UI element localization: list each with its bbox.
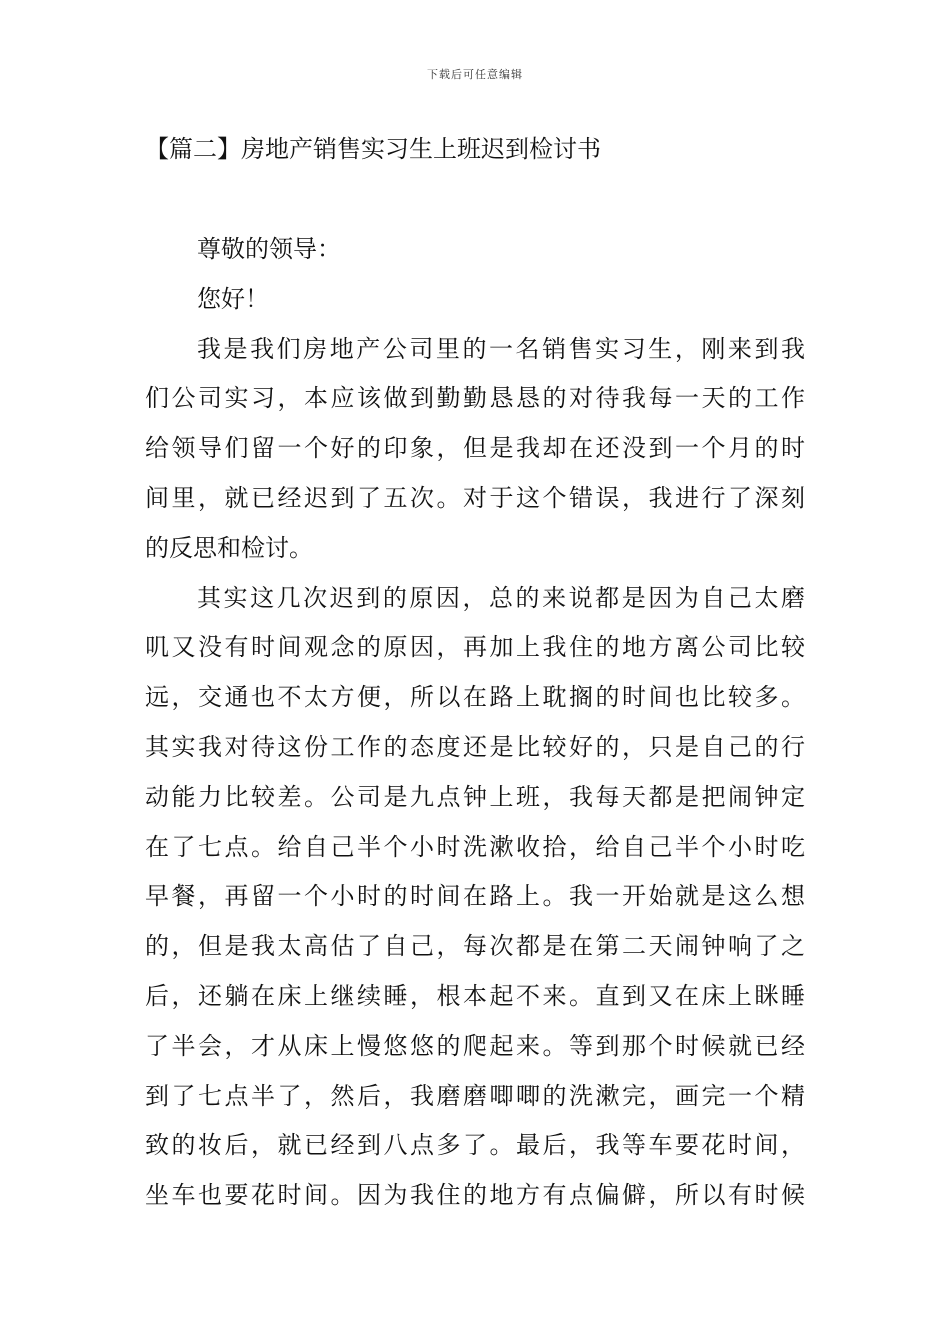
body-line: 到了七点半了，然后，我磨磨唧唧的洗漱完，画完一个精 — [145, 1081, 805, 1110]
body-line: 其实这几次迟到的原因，总的来说都是因为自己太磨 — [197, 583, 805, 612]
body-line: 我是我们房地产公司里的一名销售实习生，刚来到我 — [197, 334, 805, 363]
body-line: 的，但是我太高估了自己，每次都是在第二天闹钟响了之 — [145, 932, 805, 961]
document-body — [145, 225, 805, 1221]
body-line: 远，交通也不太方便，所以在路上耽搁的时间也比较多。 — [145, 683, 805, 712]
salutation: 尊敬的领导： — [197, 235, 341, 263]
body-line: 们公司实习，本应该做到勤勤恳恳的对待我每一天的工作 — [145, 384, 805, 413]
body-line: 动能力比较差。公司是九点钟上班，我每天都是把闹钟定 — [145, 782, 805, 811]
body-line: 给领导们留一个好的印象，但是我却在还没到一个月的时 — [145, 434, 805, 463]
body-line: 间里，就已经迟到了五次。对于这个错误，我进行了深刻 — [145, 483, 805, 512]
body-line: 在了七点。给自己半个小时洗漱收拾，给自己半个小时吃 — [145, 832, 805, 861]
body-line: 的反思和检讨。 — [145, 533, 313, 562]
body-line: 了半会，才从床上慢悠悠的爬起来。等到那个时候就已经 — [145, 1031, 805, 1060]
greeting: 您好！ — [197, 284, 269, 313]
body-line: 早餐，再留一个小时的时间在路上。我一开始就是这么想 — [145, 882, 805, 911]
body-line: 坐车也要花时间。因为我住的地方有点偏僻，所以有时候 — [145, 1181, 805, 1210]
body-line: 叽又没有时间观念的原因，再加上我住的地方离公司比较 — [145, 633, 805, 662]
document-title: 【篇二】房地产销售实习生上班迟到检讨书 — [145, 135, 601, 163]
header-note: 下载后可任意编辑 — [427, 68, 523, 81]
body-line: 其实我对待这份工作的态度还是比较好的，只是自己的行 — [145, 732, 805, 761]
body-line: 后，还躺在床上继续睡，根本起不来。直到又在床上眯睡 — [145, 981, 805, 1010]
body-line: 致的妆后，就已经到八点多了。最后，我等车要花时间， — [145, 1131, 805, 1160]
